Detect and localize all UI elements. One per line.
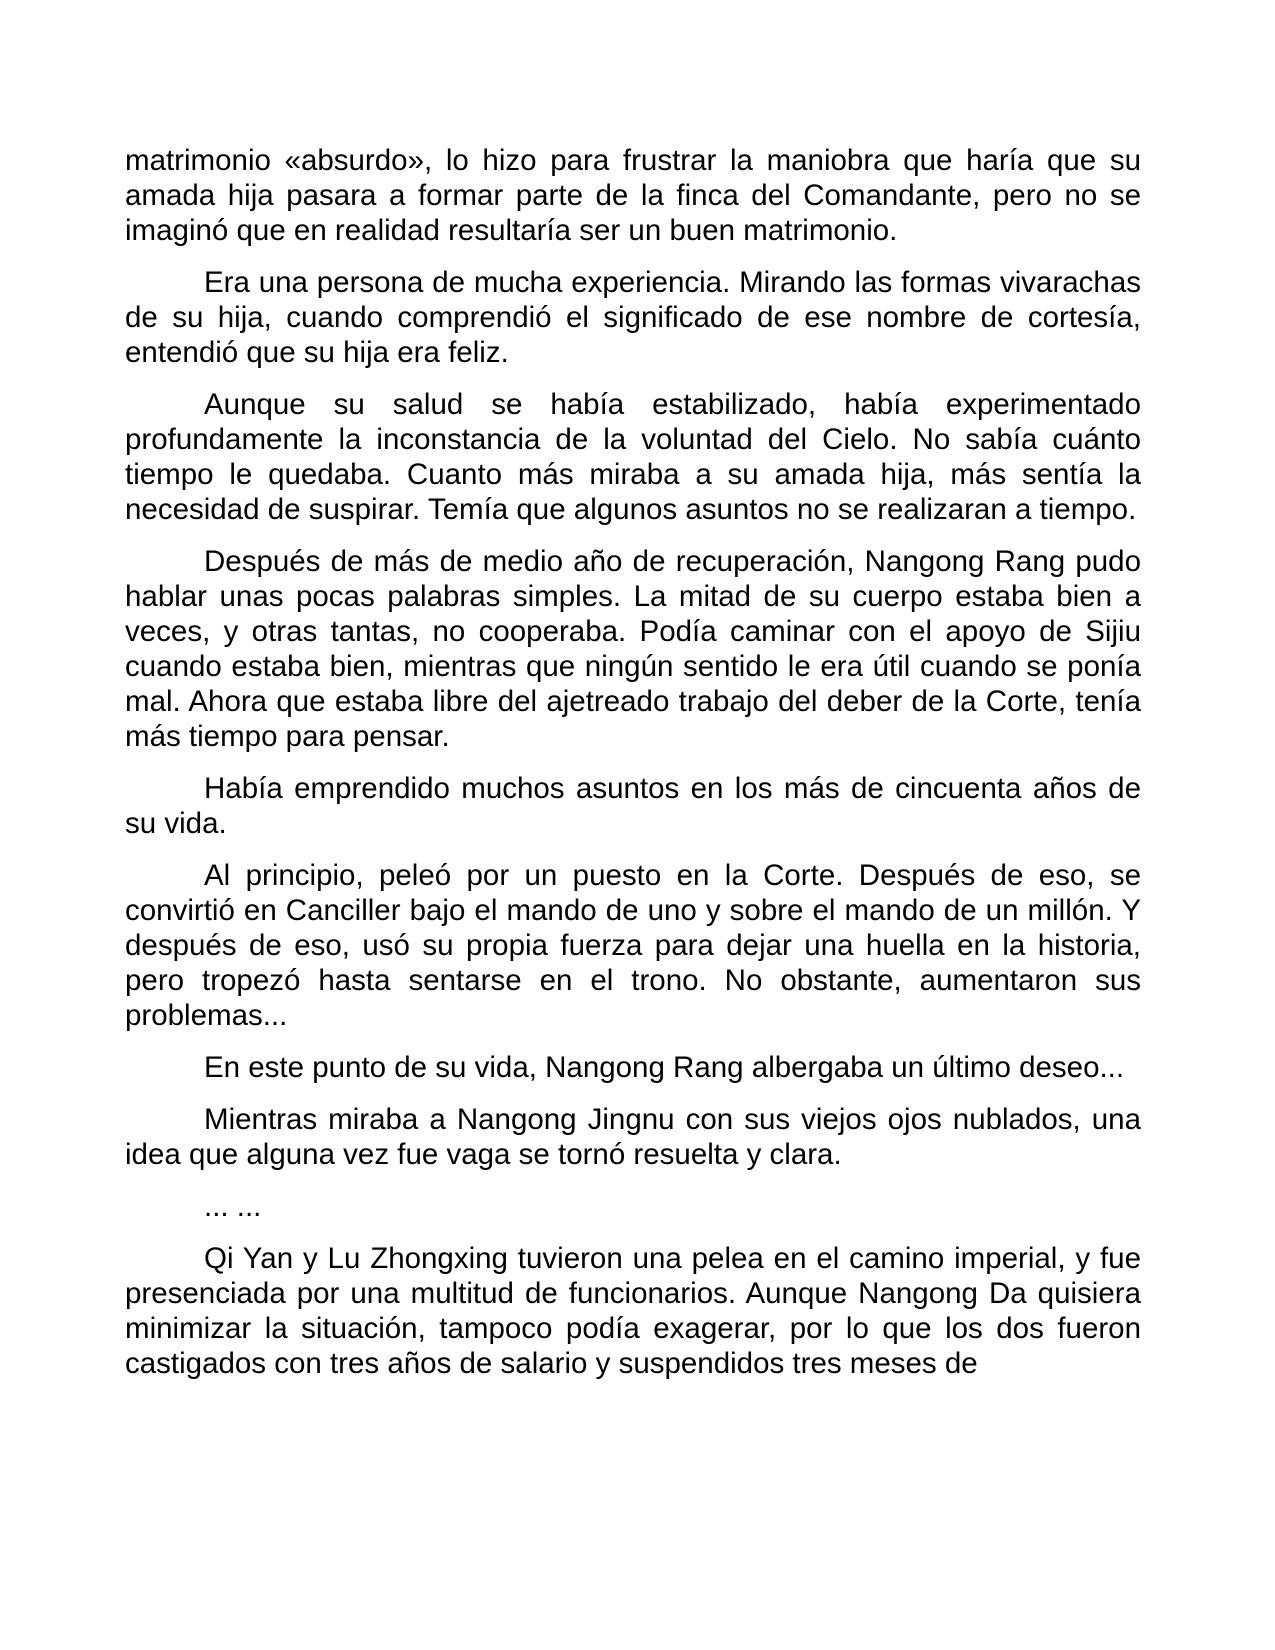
paragraph-6: Al principio, peleó por un puesto en la Corte. Después de eso, se convirtió en Canciller bajo el mando de uno y sobre el mando de un millón. Y después de eso, usó su propia fuerza para dejar una huella en la historia, pero tropezó hasta sentarse en el trono. No obstante, aumentaron sus problemas... [125, 859, 1141, 1032]
paragraph-7: En este punto de su vida, Nangong Rang albergaba un último deseo... [204, 1051, 1125, 1084]
paragraph-2: Era una persona de mucha experiencia. Mirando las formas vivarachas de su hija, cuando comprendió el significado de ese nombre de cortesía, entendió que su hija era feliz. [125, 266, 1141, 369]
paragraph-1: matrimonio «absurdo», lo hizo para frustrar la maniobra que haría que su amada hija pasara a formar parte de la finca del Comandante, pero no se imaginó que en realidad resultaría ser un buen matrimonio. [125, 144, 1141, 247]
paragraph-8: Mientras miraba a Nangong Jingnu con sus viejos ojos nublados, una idea que alguna vez fue vaga se tornó resuelta y clara. [125, 1103, 1141, 1171]
document-page [125, 143, 1141, 1398]
paragraph-9: Qi Yan y Lu Zhongxing tuvieron una pelea en el camino imperial, y fue presenciada por una multitud de funcionarios. Aunque Nangong Da quisiera minimizar la situación, tampoco podía exagerar, por lo que los dos fueron castigados con tres años de salario y suspendidos tres meses de [125, 1242, 1141, 1380]
section-separator: ... ... [204, 1190, 262, 1223]
paragraph-4: Después de más de medio año de recuperación, Nangong Rang pudo hablar unas pocas palabras simples. La mitad de su cuerpo estaba bien a veces, y otras tantas, no cooperaba. Podía caminar con el apoyo de Sijiu cuando estaba bien, mientras que ningún sentido le era útil cuando se ponía mal. Ahora que estaba libre del ajetreado trabajo del deber de la Corte, tenía más tiempo para pensar. [125, 545, 1141, 753]
paragraph-3: Aunque su salud se había estabilizado, había experimentado profundamente la inconstancia de la voluntad del Cielo. No sabía cuánto tiempo le quedaba. Cuanto más miraba a su amada hija, más sentía la necesidad de suspirar. Temía que algunos asuntos no se realizaran a tiempo. [125, 388, 1141, 526]
paragraph-5: Había emprendido muchos asuntos en los más de cincuenta años de su vida. [125, 772, 1141, 840]
